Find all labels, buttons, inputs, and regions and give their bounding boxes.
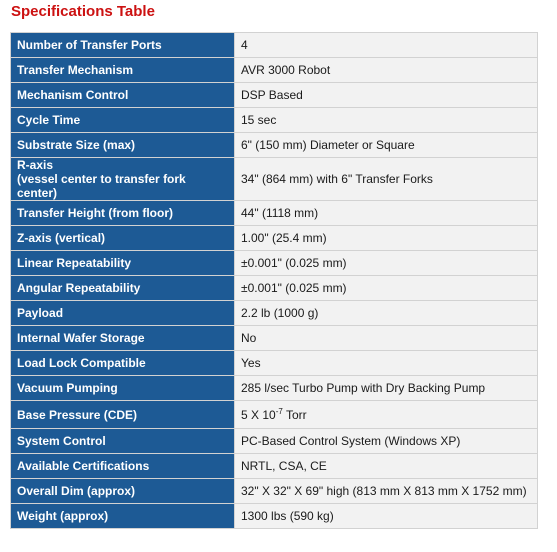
spec-value: 1.00" (25.4 mm) [235,226,538,251]
spec-label: Transfer Mechanism [11,58,235,83]
spec-value: 44" (1118 mm) [235,201,538,226]
table-row [11,108,538,133]
spec-value: 32" X 32" X 69" high (813 mm X 813 mm X 1752 mm) [235,479,538,504]
spec-label: Angular Repeatability [11,276,235,301]
spec-value: AVR 3000 Robot [235,58,538,83]
spec-label: Overall Dim (approx) [11,479,235,504]
table-row [11,133,538,158]
spec-label-line: (vessel center to transfer fork center) [17,172,186,200]
table-row [11,504,538,529]
spec-label: Internal Wafer Storage [11,326,235,351]
spec-label: Available Certifications [11,454,235,479]
spec-value: 285 l/sec Turbo Pump with Dry Backing Pump [235,376,538,401]
spec-value: 34" (864 mm) with 6" Transfer Forks [235,158,538,201]
spec-value: 6" (150 mm) Diameter or Square [235,133,538,158]
spec-value-base: 5 X 10 [241,407,276,422]
page-title: Specifications Table [11,3,155,20]
table-row [11,401,538,429]
spec-label: Transfer Height (from floor) [11,201,235,226]
spec-label: Linear Repeatability [11,251,235,276]
spec-label-line: R-axis [17,158,54,172]
table-row [11,33,538,58]
table-row [11,479,538,504]
table-row [11,201,538,226]
spec-value: 1300 lbs (590 kg) [235,504,538,529]
spec-value: DSP Based [235,83,538,108]
spec-label: Weight (approx) [11,504,235,529]
spec-value [235,401,538,429]
table-row [11,351,538,376]
spec-value: No [235,326,538,351]
spec-value: ±0.001" (0.025 mm) [235,276,538,301]
spec-label: System Control [11,429,235,454]
spec-label: Number of Transfer Ports [11,33,235,58]
table-row [11,251,538,276]
spec-label: Cycle Time [11,108,235,133]
table-row [11,226,538,251]
spec-value: 4 [235,33,538,58]
table-row [11,83,538,108]
table-row [11,158,538,201]
spec-label: Payload [11,301,235,326]
table-row [11,58,538,83]
spec-label: Vacuum Pumping [11,376,235,401]
table-row [11,276,538,301]
spec-value: ±0.001" (0.025 mm) [235,251,538,276]
table-row [11,376,538,401]
spec-label: Base Pressure (CDE) [11,401,235,429]
table-row [11,429,538,454]
table-row [11,454,538,479]
spec-value-exponent: -7 [275,406,283,416]
spec-value: 15 sec [235,108,538,133]
spec-value: Yes [235,351,538,376]
spec-value: 2.2 lb (1000 g) [235,301,538,326]
spec-label: Z-axis (vertical) [11,226,235,251]
spec-label: Mechanism Control [11,83,235,108]
specifications-table [10,32,538,529]
spec-label: Substrate Size (max) [11,133,235,158]
spec-value-unit: Torr [282,407,307,422]
spec-label: Load Lock Compatible [11,351,235,376]
table-row [11,326,538,351]
table-row [11,301,538,326]
spec-value: NRTL, CSA, CE [235,454,538,479]
spec-value: PC-Based Control System (Windows XP) [235,429,538,454]
spec-label [11,158,235,201]
